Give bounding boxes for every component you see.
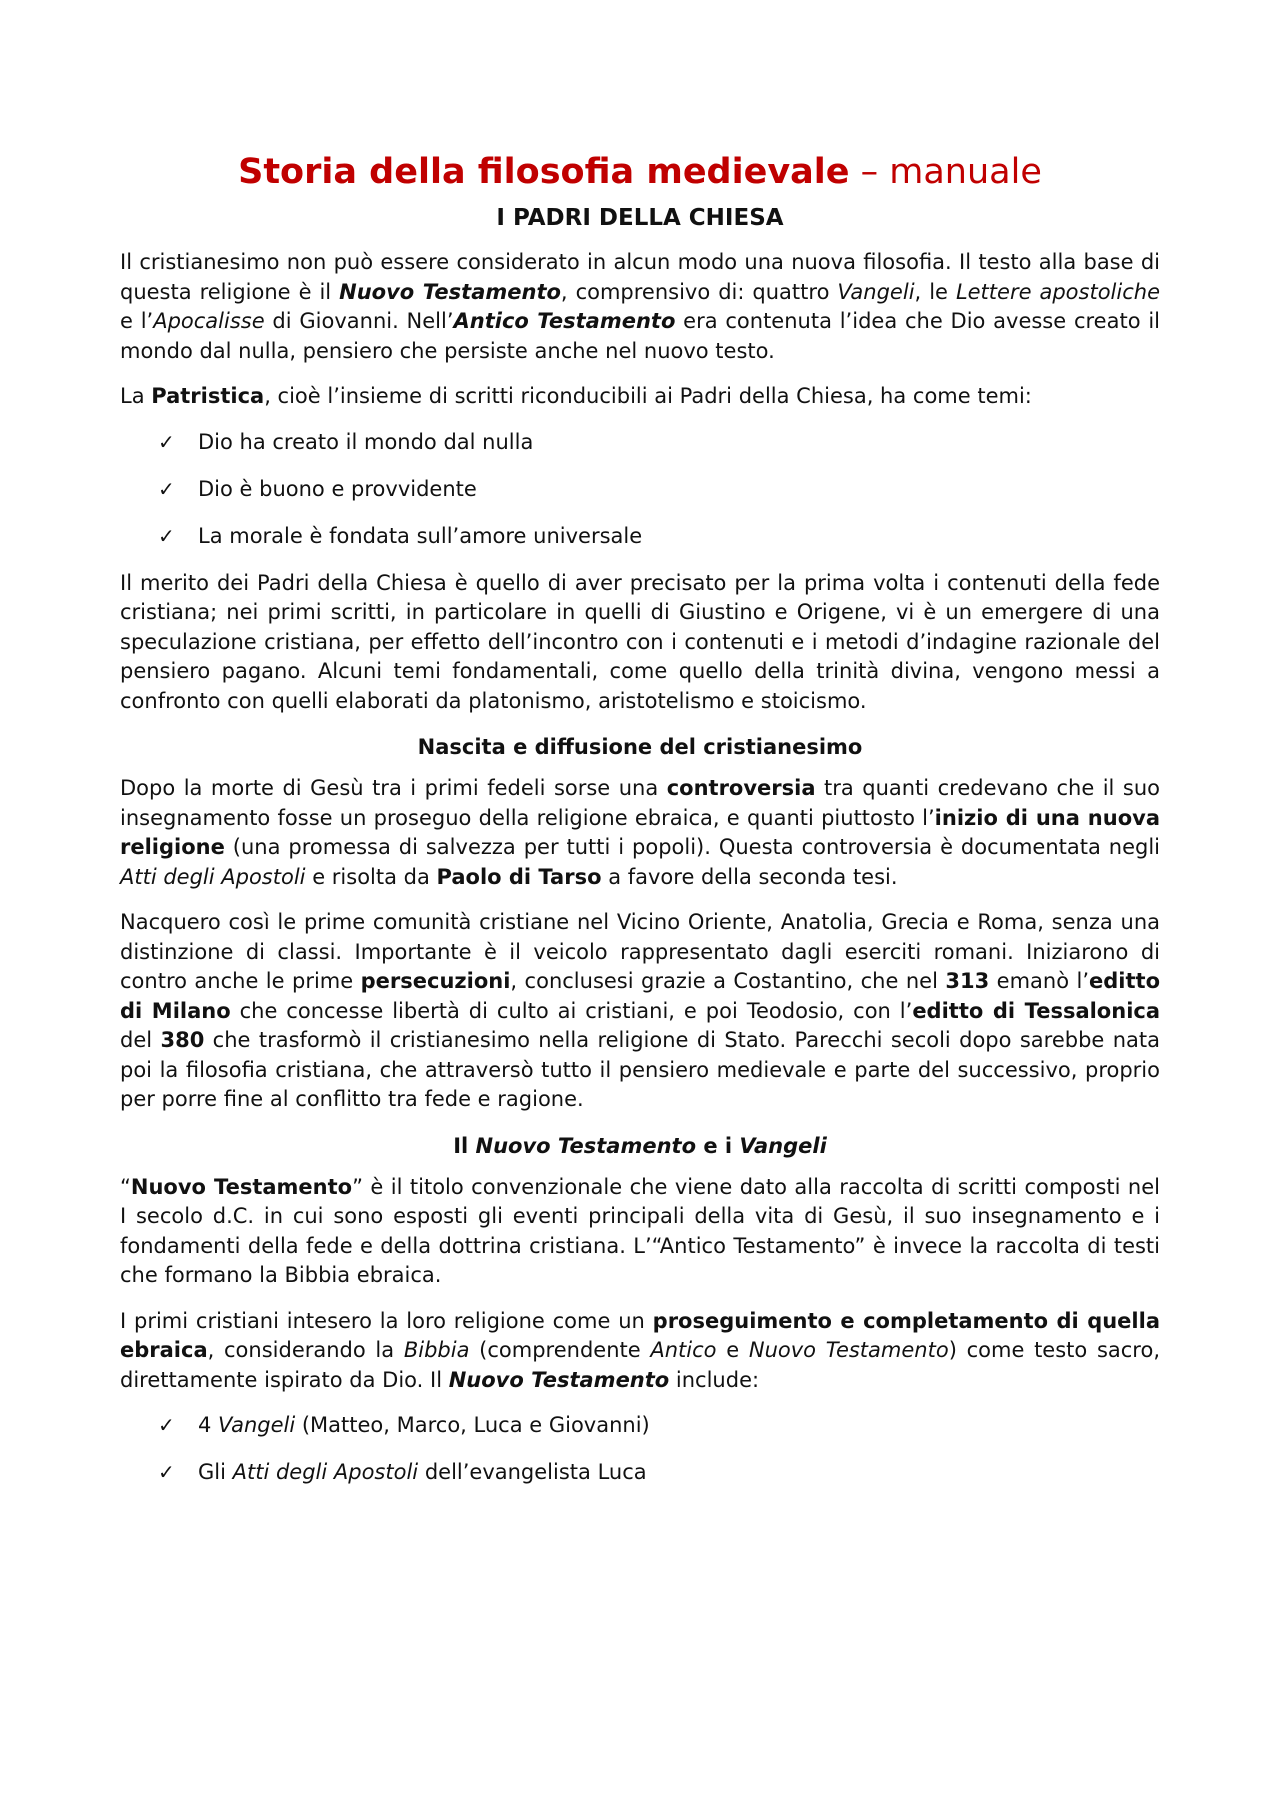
checkmark-icon: ✓: [158, 429, 175, 454]
title-suffix: – manuale: [849, 152, 1042, 192]
paragraph-primi-cristiani: I primi cristiani intesero la loro religione come un proseguimento e completamento di quella ebraica, considerando la Bibbia (comprendente Antico e Nuovo Testamento) come testo sacro, direttamente ispirato da Dio. Il Nuovo Testamento include:: [120, 1308, 1161, 1392]
title-main: Storia della filosofia medievale: [238, 152, 850, 192]
document-title: [120, 148, 1160, 196]
heading-nuovo-testamento: Il Nuovo Testamento e i Vangeli: [453, 1133, 827, 1158]
list-item: ✓ 4 Vangeli (Matteo, Marco, Luca e Giovanni): [120, 1411, 1160, 1440]
paragraph-comunita-cristiane: Nacquero così le prime comunità cristiane nel Vicino Oriente, Anatolia, Grecia e Roma, senza una distinzione di classi. Importante è il veicolo rappresentato dagli eserciti romani. Iniziarono di contro anche le prime persecuzioni, conclusesi grazie a Costantino, che nel 313 emanò l’editto di Milano che concesse libertà di culto ai cristiani, e poi Teodosio, con l’editto di Tessalonica del 380 che trasformò il cristianesimo nella religione di Stato. Parecchi secoli dopo sarebbe nata poi la filosofia cristiana, che attraversò tutto il pensiero medievale e parte del successivo, proprio per porre fine al conflitto tra fede e ragione.: [120, 910, 1161, 1111]
nuovo-testamento-contents-list: [120, 1411, 1160, 1487]
paragraph-controversia: Dopo la morte di Gesù tra i primi fedeli sorse una controversia tra quanti credevano che il suo insegnamento fosse un proseguo della religione ebraica, e quanti piuttosto l’inizio di una nuova religione (una promessa di salvezza per tutti i popoli). Questa controversia è documentata negli Atti degli Apostoli e risolta da Paolo di Tarso a favore della seconda tesi.: [120, 776, 1160, 889]
paragraph-intro: Il cristianesimo non può essere considerato in alcun modo una nuova filosofia. Il testo alla base di questa religione è il Nuovo Testamento, comprensivo di: quattro Vangeli, le Lettere apostoliche e l’Apocalisse di Giovanni. Nell’Antico Testamento era contenuta l’idea che Dio avesse creato il mondo dal nulla, pensiero che persiste anche nel nuovo testo.: [120, 250, 1160, 363]
list-item: ✓ Dio è buono e provvidente: [120, 475, 1160, 504]
paragraph-nuovo-testamento-def: “Nuovo Testamento” è il titolo convenzionale che viene dato alla raccolta di scritti composti nel I secolo d.C. in cui sono esposti gli eventi principali della vita di Gesù, il suo insegnamento e i fondamenti della fede e della dottrina cristiana. L’“Antico Testamento” è invece la raccolta di testi che formano la Bibbia ebraica.: [120, 1174, 1160, 1287]
checkmark-icon: ✓: [158, 1460, 175, 1484]
paragraph-patristica: La Patristica, cioè l’insieme di scritti riconducibili ai Padri della Chiesa, ha come temi:: [120, 384, 1032, 408]
checkmark-icon: ✓: [158, 523, 175, 548]
paragraph-merito-padri: Il merito dei Padri della Chiesa è quello di aver precisato per la prima volta i contenuti della fede cristiana; nei primi scritti, in particolare in quelli di Giustino e Origene, vi è un emergere di una speculazione cristiana, per effetto dell’incontro con i contenuti e i metodi d’indagine razionale del pensiero pagano. Alcuni temi fondamentali, come quello della trinità divina, vengono messi a confronto con quelli elaborati da platonismo, aristotelismo e stoicismo.: [120, 570, 1160, 713]
checkmark-icon: ✓: [158, 476, 175, 501]
heading-nascita-diffusione: Nascita e diffusione del cristianesimo: [417, 735, 863, 759]
heading-padri-della-chiesa: I PADRI DELLA CHIESA: [496, 205, 784, 231]
list-item: ✓ La morale è fondata sull’amore universale: [120, 522, 1160, 551]
list-item: ✓ Dio ha creato il mondo dal nulla: [120, 428, 1160, 457]
list-item: ✓ Gli Atti degli Apostoli dell’evangelista Luca: [120, 1458, 1160, 1487]
patristica-themes-list: [120, 428, 1160, 551]
checkmark-icon: ✓: [158, 1413, 175, 1437]
